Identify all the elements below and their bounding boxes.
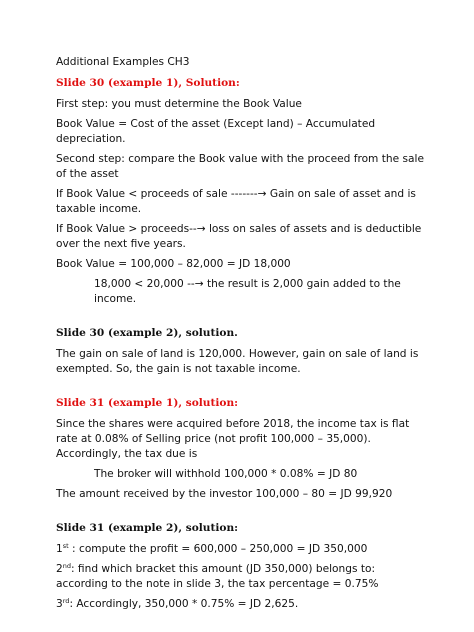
paragraph: Book Value = Cost of the asset (Except land) – Accumulated depreciation. [56, 118, 376, 145]
paragraph: The gain on sale of land is 120,000. However, gain on sale of land is exempted. So, the gain is not taxable income. [56, 348, 419, 375]
paragraph: The amount received by the investor 100,000 – 80 = JD 99,920 [56, 488, 393, 500]
step-2 [56, 562, 424, 592]
paragraph: If Book Value < proceeds of sale -------→ Gain on sale of asset and is taxable income. [56, 188, 416, 215]
spacer [56, 312, 424, 326]
paragraph: Second step: compare the Book value with the proceed from the sale of the asset [56, 153, 424, 180]
ordinal-suffix: rd [62, 597, 70, 605]
paragraph: If Book Value > proceeds--→ loss on sales of assets and is deductible over the next five years. [56, 223, 422, 250]
document-title: Additional Examples CH3 [56, 56, 190, 68]
paragraph-indented: 18,000 < 20,000 --→ the result is 2,000 gain added to the income. [94, 278, 401, 305]
heading-slide30-example2: Slide 30 (example 2), solution. [56, 327, 238, 339]
heading-slide31-example2: Slide 31 (example 2), solution: [56, 522, 239, 534]
paragraph: Since the shares were acquired before 2018, the income tax is flat rate at 0.08% of Selling price (not profit 100,000 – 35,000). Accordingly, the tax due is [56, 418, 410, 460]
paragraph: First step: you must determine the Book Value [56, 98, 302, 110]
step-1 [56, 542, 424, 557]
step-text: : Accordingly, 350,000 * 0.75% = JD 2,625. [69, 598, 299, 610]
spacer [56, 507, 424, 521]
step-number: 3 [56, 598, 63, 610]
ordinal-suffix: nd [62, 562, 71, 570]
spacer [56, 382, 424, 396]
ordinal-suffix: st [62, 542, 69, 550]
document-body [56, 55, 424, 617]
step-number: 2 [56, 563, 63, 575]
step-text: : find which bracket this amount (JD 350,000) belongs to: according to the note in slide 3, the tax percentage = 0.75% [56, 563, 379, 590]
step-3 [56, 597, 424, 612]
step-number: 1 [56, 543, 63, 555]
paragraph-indented: The broker will withhold 100,000 * 0.08% = JD 80 [94, 468, 358, 480]
heading-slide31-example1: Slide 31 (example 1), solution: [56, 397, 239, 409]
paragraph: Book Value = 100,000 – 82,000 = JD 18,000 [56, 258, 291, 270]
heading-slide30-example1: Slide 30 (example 1), Solution: [56, 77, 240, 89]
step-text: : compute the profit = 600,000 – 250,000 = JD 350,000 [68, 543, 368, 555]
